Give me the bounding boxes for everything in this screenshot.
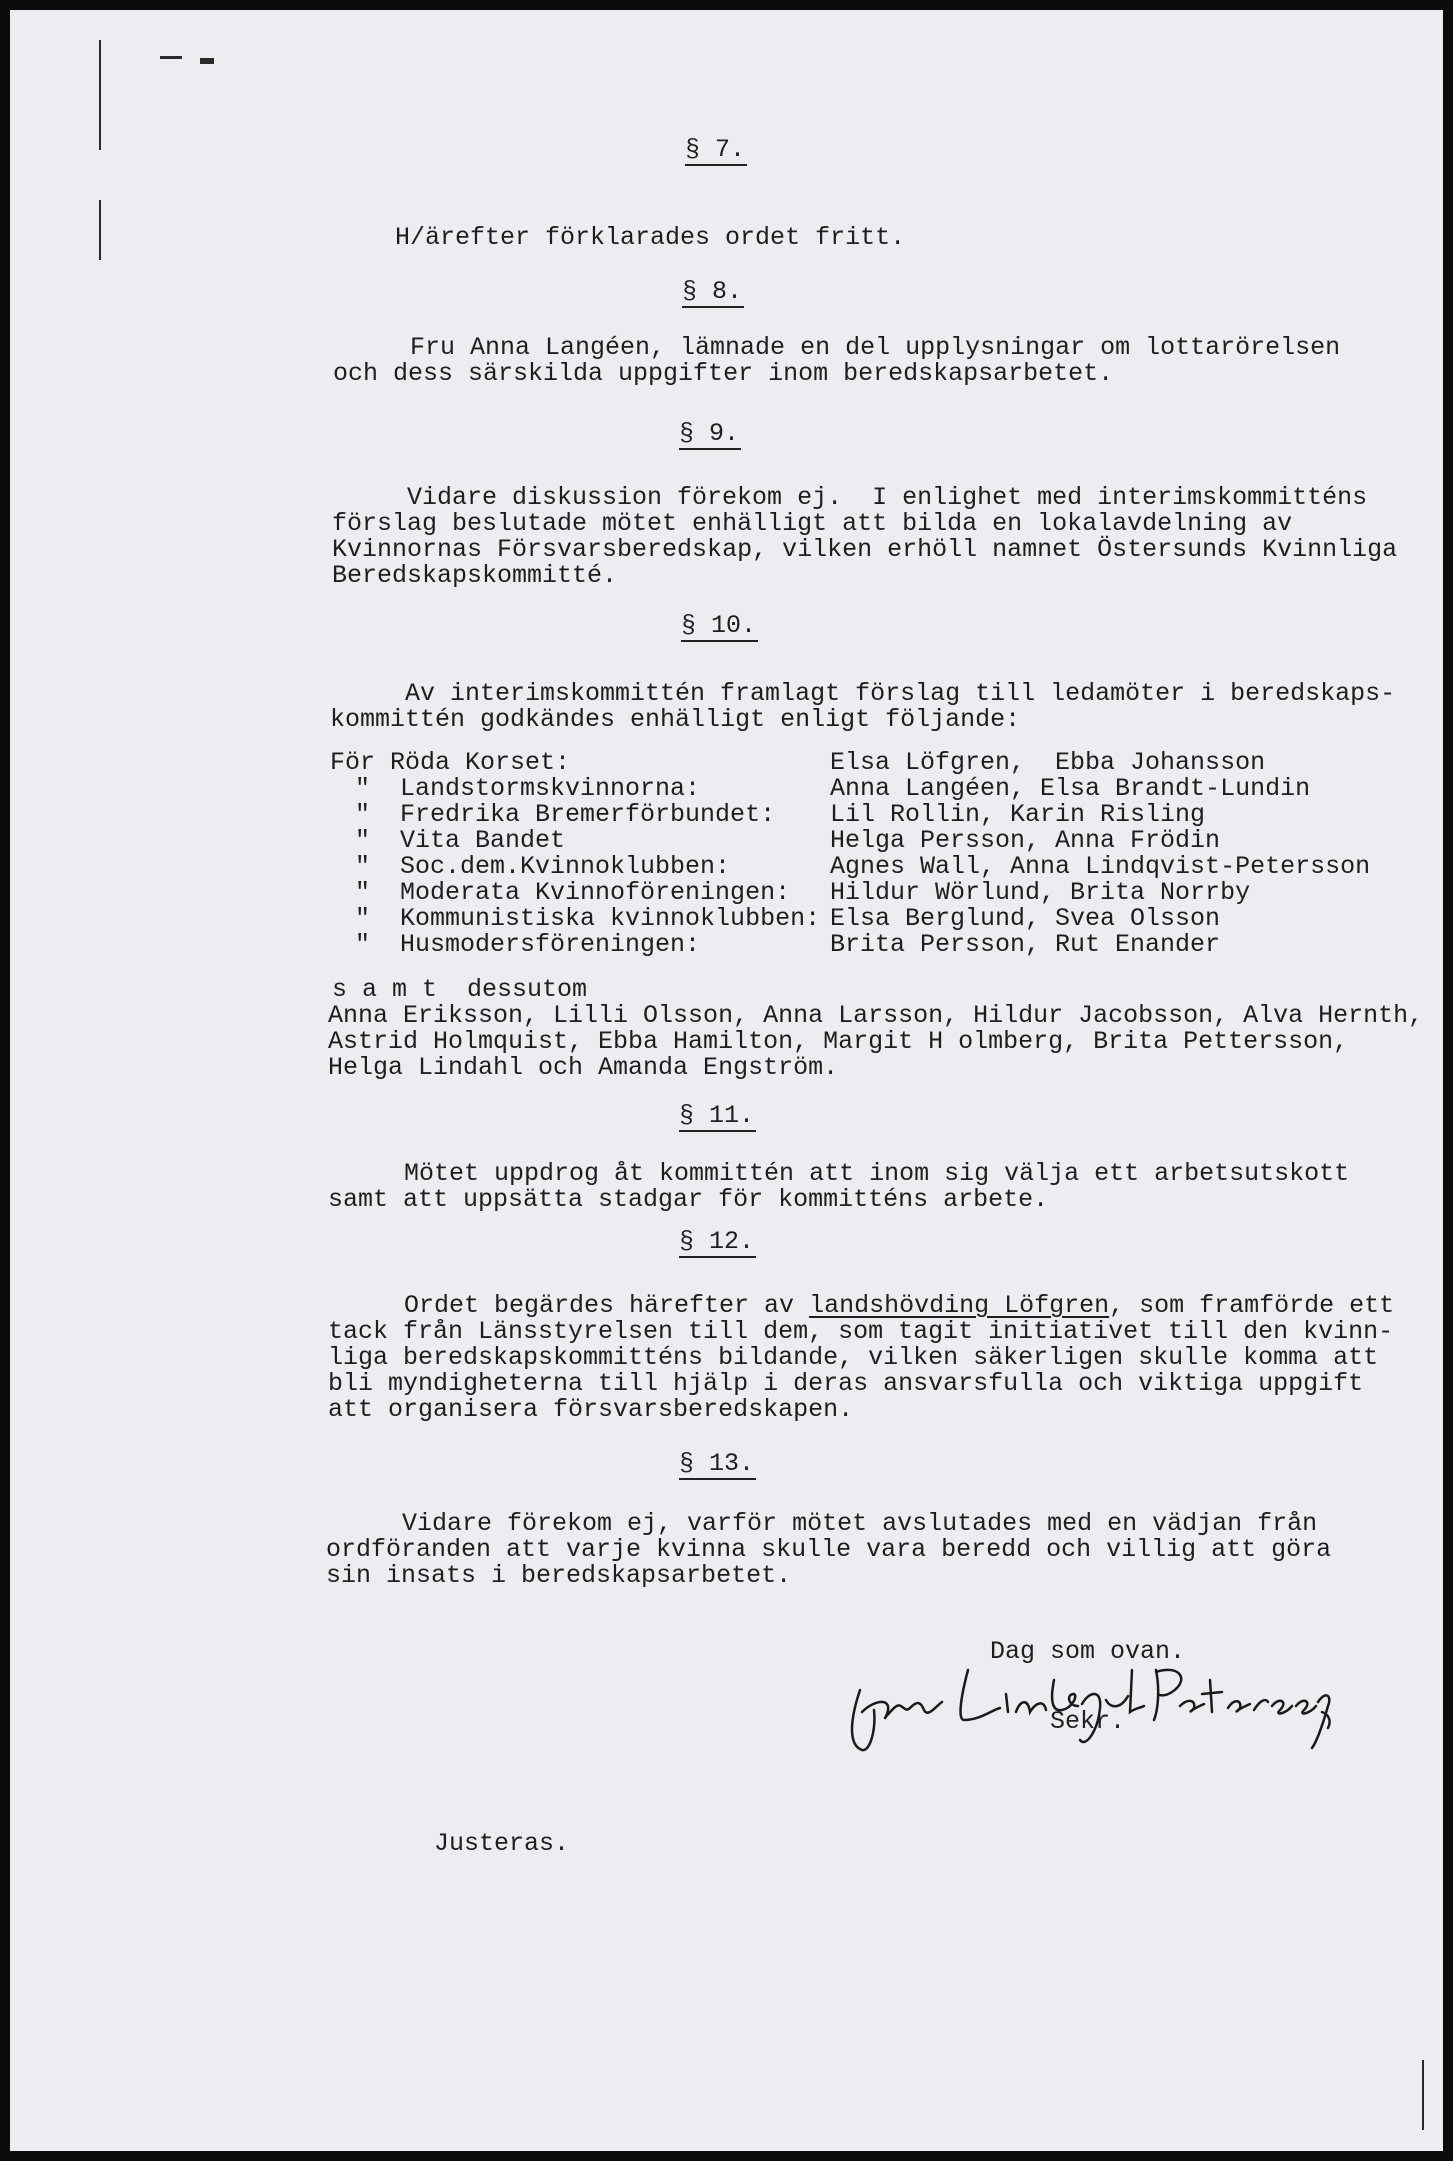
document-page bbox=[10, 10, 1443, 2151]
extra-members-line: Astrid Holmquist, Ebba Hamilton, Margit H olmberg, Brita Pettersson, bbox=[328, 1027, 1349, 1056]
justeras-label: Justeras. bbox=[434, 1829, 570, 1858]
scan-mark bbox=[99, 200, 101, 260]
section-8-line: Fru Anna Langéen, lämnade en del upplysningar om lottarörelsen bbox=[410, 333, 1341, 362]
section-8-line: och dess särskilda uppgifter inom beredskapsarbetet. bbox=[333, 359, 1114, 388]
section-12-line bbox=[404, 1292, 1394, 1319]
section-12-line: liga beredskapskommitténs bildande, vilken säkerligen skulle komma att bbox=[328, 1343, 1379, 1372]
extra-members-line: Helga Lindahl och Amanda Engström. bbox=[328, 1053, 839, 1082]
scan-mark bbox=[160, 56, 182, 59]
section-12-heading: § 12. bbox=[679, 1227, 755, 1256]
member-names: Brita Persson, Rut Enander bbox=[830, 930, 1221, 959]
member-names: Agnes Wall, Anna Lindqvist-Petersson bbox=[830, 852, 1371, 881]
section-9-line: Vidare diskussion förekom ej. I enlighet med interimskommitténs bbox=[407, 483, 1368, 512]
member-org: " Vita Bandet bbox=[355, 826, 566, 855]
landshovding-underlined: landshövding Löfgren bbox=[809, 1291, 1110, 1320]
handwritten-signature bbox=[840, 1650, 1340, 1760]
signature-drawing bbox=[840, 1650, 1340, 1760]
closing-date: Dag som ovan. bbox=[990, 1637, 1186, 1666]
member-names: Elsa Löfgren, Ebba Johansson bbox=[830, 748, 1266, 777]
section-12-line-end: , som framförde ett bbox=[1109, 1291, 1395, 1320]
scan-mark bbox=[99, 40, 101, 150]
member-names: Lil Rollin, Karin Risling bbox=[830, 800, 1206, 829]
scan-mark bbox=[200, 58, 214, 64]
scan-mark bbox=[1422, 2060, 1424, 2130]
samt-dessutom: s a m t dessutom bbox=[332, 975, 588, 1004]
section-9-line: Kvinnornas Försvarsberedskap, vilken erhöll namnet Östersunds Kvinnliga bbox=[332, 535, 1398, 564]
section-12-line: bli myndigheterna till hjälp i deras ansvarsfulla och viktiga uppgift bbox=[328, 1369, 1364, 1398]
member-org: " Fredrika Bremerförbundet: bbox=[355, 800, 776, 829]
member-names: Anna Langéen, Elsa Brandt-Lundin bbox=[830, 774, 1311, 803]
section-12-line-start: Ordet begärdes härefter av bbox=[404, 1291, 810, 1320]
section-11-line: samt att uppsätta stadgar för kommitténs arbete. bbox=[328, 1185, 1049, 1214]
secretary-role: Sekr. bbox=[1050, 1707, 1126, 1736]
member-org: För Röda Korset: bbox=[330, 748, 571, 777]
section-7-heading: § 7. bbox=[685, 135, 746, 164]
section-12-line: tack från Länsstyrelsen till dem, som tagit initiativet till den kvinn- bbox=[328, 1317, 1394, 1346]
member-names: Hildur Wörlund, Brita Norrby bbox=[830, 878, 1251, 907]
section-11-line: Mötet uppdrog åt kommittén att inom sig välja ett arbetsutskott bbox=[404, 1159, 1350, 1188]
section-11-heading: § 11. bbox=[679, 1101, 755, 1130]
section-13-line: sin insats i beredskapsarbetet. bbox=[326, 1561, 792, 1590]
section-9-line: förslag beslutade mötet enhälligt att bilda en lokalavdelning av bbox=[332, 509, 1293, 538]
section-13-line: Vidare förekom ej, varför mötet avslutades med en vädjan från bbox=[402, 1509, 1318, 1538]
member-names: Helga Persson, Anna Frödin bbox=[830, 826, 1221, 855]
section-7-text: H/ärefter förklarades ordet fritt. bbox=[395, 223, 906, 252]
section-10-heading: § 10. bbox=[681, 611, 757, 640]
member-org: " Kommunistiska kvinnoklubben: bbox=[355, 904, 821, 933]
member-names: Elsa Berglund, Svea Olsson bbox=[830, 904, 1221, 933]
member-org: " Husmodersföreningen: bbox=[355, 930, 701, 959]
member-org: " Landstormskvinnorna: bbox=[355, 774, 701, 803]
extra-members-line: Anna Eriksson, Lilli Olsson, Anna Larsson, Hildur Jacobsson, Alva Hernth, bbox=[328, 1001, 1424, 1030]
section-9-line: Beredskapskommitté. bbox=[332, 561, 618, 590]
member-org: " Soc.dem.Kvinnoklubben: bbox=[355, 852, 731, 881]
section-13-heading: § 13. bbox=[679, 1449, 755, 1478]
section-10-line: kommittén godkändes enhälligt enligt följande: bbox=[330, 705, 1021, 734]
section-9-heading: § 9. bbox=[679, 419, 740, 448]
section-12-line: att organisera försvarsberedskapen. bbox=[328, 1395, 854, 1424]
section-8-heading: § 8. bbox=[682, 277, 743, 306]
section-13-line: ordföranden att varje kvinna skulle vara beredd och villig att göra bbox=[326, 1535, 1332, 1564]
member-org: " Moderata Kvinnoföreningen: bbox=[355, 878, 791, 907]
section-10-line: Av interimskommittén framlagt förslag till ledamöter i beredskaps- bbox=[405, 679, 1396, 708]
